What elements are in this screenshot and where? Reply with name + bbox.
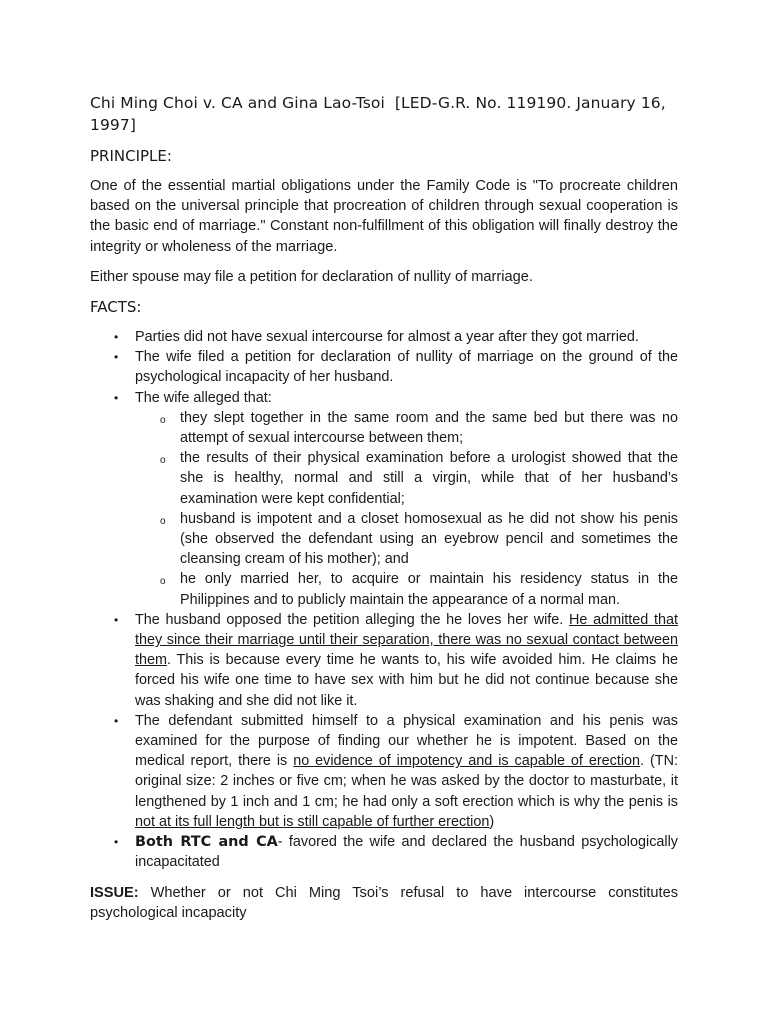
sub-bullet-icon: o xyxy=(160,576,166,588)
fact-text: The wife filed a petition for declaration of nullity of marriage on the ground of the psychological incapacity of her husband. xyxy=(135,349,678,386)
issue-label: ISSUE: xyxy=(90,884,139,901)
courts-label: Both RTC and CA xyxy=(135,834,278,851)
principle-heading: PRINCIPLE: xyxy=(90,147,172,165)
fact-text-part: The husband opposed the petition alleging the he loves her wife. xyxy=(135,611,569,628)
case-title-main: Chi Ming Choi v. CA and Gina Lao-Tsoi xyxy=(90,94,385,112)
allegation-text: they slept together in the same room and the same bed but there was no attempt of sexual intercourse between them; xyxy=(180,409,678,447)
case-reference: [LED-G.R. No. 119190. January 16, 1997] xyxy=(90,94,666,134)
sub-bullet-icon: o xyxy=(160,414,166,426)
bullet-icon: • xyxy=(114,330,119,345)
issue-text: Whether or not Chi Ming Tsoi’s refusal to have intercourse constitutes psychological incapacity xyxy=(90,884,678,921)
bullet-icon: • xyxy=(114,350,119,365)
fact-item xyxy=(90,832,678,872)
fact-text: The wife alleged that: xyxy=(135,389,272,406)
facts-heading: FACTS: xyxy=(90,298,142,317)
fact-text xyxy=(135,713,678,830)
fact-item xyxy=(90,711,678,832)
document-page xyxy=(90,92,678,933)
underlined-admission: He admitted that they since their marriage until their separation, there was no sexual contact between them xyxy=(135,611,678,669)
fact-item xyxy=(90,388,678,610)
allegations-list xyxy=(135,408,678,610)
allegation-text: he only married her, to acquire or maintain his residency status in the Philippines and to publicly maintain the appearance of a normal man. xyxy=(180,571,678,608)
fact-text-part: - favored the wife and declared the husband psychologically incapacitated xyxy=(135,834,678,871)
sub-bullet-icon: o xyxy=(160,455,166,467)
sub-bullet-icon: o xyxy=(160,515,166,527)
allegation-text: husband is impotent and a closet homosexual as he did not show his penis (she observed the defendant using an eyebrow pencil and sometimes the cleansing cream of his mother); and xyxy=(180,510,678,568)
fact-item xyxy=(90,610,678,711)
bullet-icon: • xyxy=(114,612,119,627)
bullet-icon: • xyxy=(114,390,119,405)
allegation-text: the results of their physical examination before a urologist showed that the she is healthy, normal and still a virgin, while that of her husband’s examination were kept confidential; xyxy=(180,450,678,507)
fact-text: Parties did not have sexual intercourse for almost a year after they got married. xyxy=(135,329,639,346)
fact-text-part: The defendant submitted himself to a physical examination and his penis was examined for the purpose of finding our whether he is impotent. Based on the medical report, there is xyxy=(135,712,678,770)
underlined-finding: not at its full length but is still capable of further erection xyxy=(135,813,490,830)
issue-paragraph xyxy=(90,883,678,923)
fact-text-part: . This is because every time he wants to, his wife avoided him. He claims he forced his wife one time to have sex with him but he did not continue because she was shaking and she did not like it. xyxy=(135,652,678,709)
allegation-item xyxy=(135,569,678,609)
fact-text xyxy=(135,612,678,709)
underlined-finding: no evidence of impotency and is capable of erection xyxy=(293,753,641,770)
allegation-item xyxy=(135,509,678,570)
facts-list xyxy=(90,327,678,872)
fact-item xyxy=(90,327,678,347)
case-title xyxy=(90,92,678,136)
fact-text-part: . (TN: original size: 2 inches or five cm; when he was asked by the doctor to masturbate, it lengthened by 1 inch and 1 cm; he had only a soft erection which is why the penis is xyxy=(135,753,678,810)
fact-item xyxy=(90,347,678,387)
bullet-icon: • xyxy=(114,835,119,850)
bullet-icon: • xyxy=(114,713,119,728)
allegation-item xyxy=(135,408,678,448)
principle-paragraph-1: One of the essential martial obligations under the Family Code is "To procreate children based on the universal principle that procreation of children through sexual cooperation is the basic end of marriage." Constant non-fulfillment of this obligation will finally destroy the integrity or wholeness of the marriage. xyxy=(90,178,678,255)
fact-text xyxy=(135,834,678,870)
allegation-item xyxy=(135,448,678,509)
fact-text-part: ) xyxy=(489,813,495,830)
principle-paragraph-2: Either spouse may file a petition for declaration of nullity of marriage. xyxy=(90,268,533,285)
